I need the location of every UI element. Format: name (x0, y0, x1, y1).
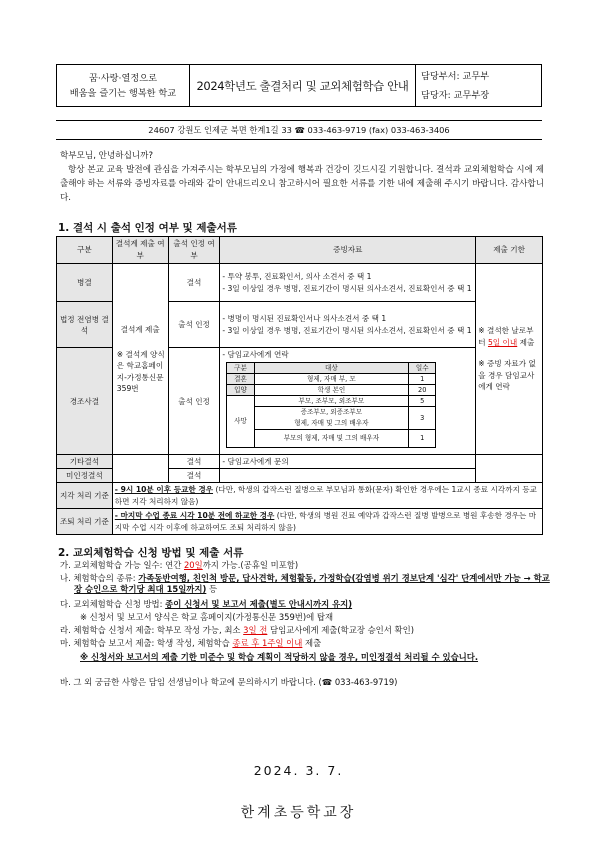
legal-ev1: - 병명이 명시된 진료확인서나 의사소견서 중 택 1 (222, 314, 387, 323)
document-date: 2024. 3. 7. (253, 763, 344, 778)
sub-cell: 1 (409, 429, 436, 447)
row-legal-label: 법정 전염병 결석 (57, 302, 113, 348)
sub-col-category: 구분 (227, 362, 254, 373)
section2-note2: ※ 신청서와 보고서의 제출 기한 미준수 및 학습 계획이 적당하지 않을 경우, 미인정결석 처리될 수 있습니다. (80, 652, 479, 662)
apply-deadline: 3일 전 (243, 625, 268, 635)
report-deadline: 종료 후 1주일 이내 (232, 638, 303, 648)
col-submit: 결석계 제출 여부 (112, 237, 168, 264)
days-limit: 20일 (183, 560, 203, 570)
school-motto (57, 65, 190, 107)
row-other-label: 기타결석 (57, 455, 113, 469)
section2-item-ra: 라. 체험학습 신청서 제출: 학부모 작성 가능, 최소 3일 전 담임교사에게 제출(학교장 승인서 확인) (60, 625, 414, 635)
activity-types: 가족동반여행, 친인척 방문, 답사견학, 체험활동, 가정학습(감염병 위기 경보단계 '심각' 단계에서만 가능 → 학교장 승인으로 학기당 최대 15일까지) (74, 573, 550, 594)
deadline-note2: ※ 증빙 자료가 없을 경우 담임교사에게 연락 (478, 359, 536, 392)
row-legal-evidence (220, 302, 476, 348)
family-event-table (226, 362, 436, 448)
illness-ev2: - 3일 이상일 경우 병명, 진료기간이 명시된 의사소견서, 진료확인서 중 택 1 (222, 283, 472, 293)
attendance-table (56, 236, 543, 535)
sub-col-days: 일수 (409, 362, 436, 373)
row-late-label: 지각 처리 기준 (57, 483, 113, 509)
sub-cell: 1 (409, 373, 436, 384)
submit-note: ※ 결석계 양식은 학교홈페이지-가정통신문 359번 (116, 349, 165, 393)
sub-cell: 형제, 자매 부, 모 (254, 373, 408, 384)
section1-heading: 1. 결석 시 출석 인정 여부 및 제출서류 (58, 222, 237, 234)
row-other-recognition: 결석 (168, 455, 220, 469)
row-early-rule (112, 509, 542, 535)
sub-cell: 부모의 형제, 자매 및 그의 배우자 (254, 429, 408, 447)
section2-item-ga: 가. 교외체험학습 가능 일수: 연간 20일까지 가능.(공휴일 미포함) (60, 560, 299, 570)
sub-cell: 3 (409, 406, 436, 429)
sub-cell: 사망 (227, 395, 254, 447)
col-deadline: 제출 기한 (476, 237, 543, 264)
section2-note1: ※ 신청서 및 보고서 양식은 학교 홈페이지(가정통신문 359번)에 탑재 (80, 612, 334, 622)
document-title: 2024학년도 출결처리 및 교외체험학습 안내 (190, 65, 416, 107)
col-evidence: 증빙자료 (220, 237, 476, 264)
contact-info (416, 65, 542, 107)
col-recognition: 출석 인정 여부 (168, 237, 220, 264)
submit-cell-blank (112, 455, 168, 483)
application-method: 종이 신청서 및 보고서 제출(별도 안내시까지 유지) (165, 599, 353, 609)
section2-item-ma: 마. 체험학습 보고서 제출: 학생 작성, 체험학습 종료 후 1주일 이내 제출 (60, 638, 322, 648)
col-category: 구분 (57, 237, 113, 264)
document-header (56, 64, 542, 107)
submit-label: 결석계 제출 (120, 324, 160, 334)
row-unexcused-evidence (220, 469, 476, 483)
deadline-note1: ※ 결석한 날로부터 5일 이내 제출 (478, 326, 535, 347)
row-unexcused-recognition: 결석 (168, 469, 220, 483)
section2-item-ba: 바. 그 외 궁금한 사항은 담임 선생님이나 학교에 문의하시기 바랍니다. (☎ 033-463-9719) (60, 677, 398, 687)
greeting: 학부모님, 안녕하십니까? (60, 151, 154, 161)
late-rule-detail: (다만, 학생의 갑작스런 질병으로 부모님과 통화(문자) 확인한 경우에는 1교시 종료 시각까지 등교하면 지각 처리하지 않음) (114, 485, 537, 506)
row-other-evidence: - 담임교사에게 문의 (220, 455, 476, 469)
legal-ev2: - 3일 이상일 경우 병명, 진료기간이 명시된 의사소견서, 진료확인서 중 택 1 (222, 325, 472, 335)
section2-item-da: 다. 교외체험학습 신청 방법: 종이 신청서 및 보고서 제출(별도 안내시까지 유지) (60, 599, 353, 609)
sub-cell: 20 (409, 384, 436, 395)
early-rule-detail: (다만, 학생의 병원 진료 예약과 갑작스런 질병 발병으로 병원 후송한 경우는 마지막 수업 시각 이후에 하교하여도 조퇴 처리하지 않음) (114, 511, 537, 532)
sub-cell-stack (254, 406, 408, 429)
deadline-cell (476, 264, 543, 455)
motto-line2: 배움을 즐기는 행복한 학교 (69, 87, 177, 99)
section2-item-na: 나. 체험학습의 종류: 가족동반여행, 친인척 방문, 답사견학, 체험활동, 가정학습(감염병 위기 경보단계 '심각' 단계에서만 가능 → 학교장 승인으로 학기당 최대 15일까지) 등 (60, 573, 550, 594)
sub-cell: 증조부모, 외증조부모 (300, 407, 363, 416)
sub-cell: 입양 (227, 384, 254, 395)
principal-signature: 한계초등학교장 (240, 805, 357, 821)
row-early-label: 조퇴 처리 기준 (57, 509, 113, 535)
deadline-days: 5일 이내 (487, 337, 518, 347)
row-family-recognition: 출석 인정 (168, 348, 220, 455)
row-family-label: 경조사결 (57, 348, 113, 455)
sub-col-target: 대상 (254, 362, 408, 373)
department: 담당부서: 교무부 (421, 70, 490, 82)
row-legal-recognition: 출석 인정 (168, 302, 220, 348)
row-unexcused-label: 미인정결석 (57, 469, 113, 483)
early-rule-main: - 마지막 수업 종료 시각 10분 전에 하교한 경우 (114, 511, 275, 520)
row-family-evidence (220, 348, 476, 455)
late-rule-main: - 9시 10분 이후 등교한 경우 (114, 485, 214, 494)
submit-cell (112, 264, 168, 455)
sub-cell: 5 (409, 395, 436, 406)
school-address: 24607 강원도 인제군 북면 한계1길 33 ☎ 033-463-9719 (fax) 033-463-3406 (56, 120, 542, 140)
row-illness-recognition: 결석 (168, 264, 220, 302)
person-in-charge: 담당자: 교무부장 (421, 89, 490, 101)
motto-line1: 꿈·사랑·열정으로 (89, 72, 157, 84)
sub-cell: 부모, 조부모, 외조부모 (254, 395, 408, 406)
intro-body: 항상 본교 교육 발전에 관심을 가져주시는 학부모님의 가정에 행복과 건강이 깃드시길 기원합니다. 결석과 교외체험학습 시에 제출해야 하는 서류와 증빙자료를 아래와 같이 안내드리오니 참고하시어 필요한 서류를 기한 내에 제출해 주시기 바랍니다. 감사합니다. (60, 165, 544, 203)
family-ev1: - 담임교사에게 연락 (222, 350, 289, 359)
row-illness-label: 병결 (57, 264, 113, 302)
illness-ev1: - 투약 봉투, 진료확인서, 의사 소견서 중 택 1 (222, 272, 372, 281)
deadline-cell-blank (476, 455, 543, 483)
sub-cell: 결혼 (227, 373, 254, 384)
sub-cell: 학생 본인 (254, 384, 408, 395)
row-illness-evidence (220, 264, 476, 302)
sub-cell: 형제, 자매 및 그의 배우자 (294, 418, 369, 427)
row-late-rule (112, 483, 542, 509)
section2-heading: 2. 교외체험학습 신청 방법 및 제출 서류 (58, 547, 244, 559)
